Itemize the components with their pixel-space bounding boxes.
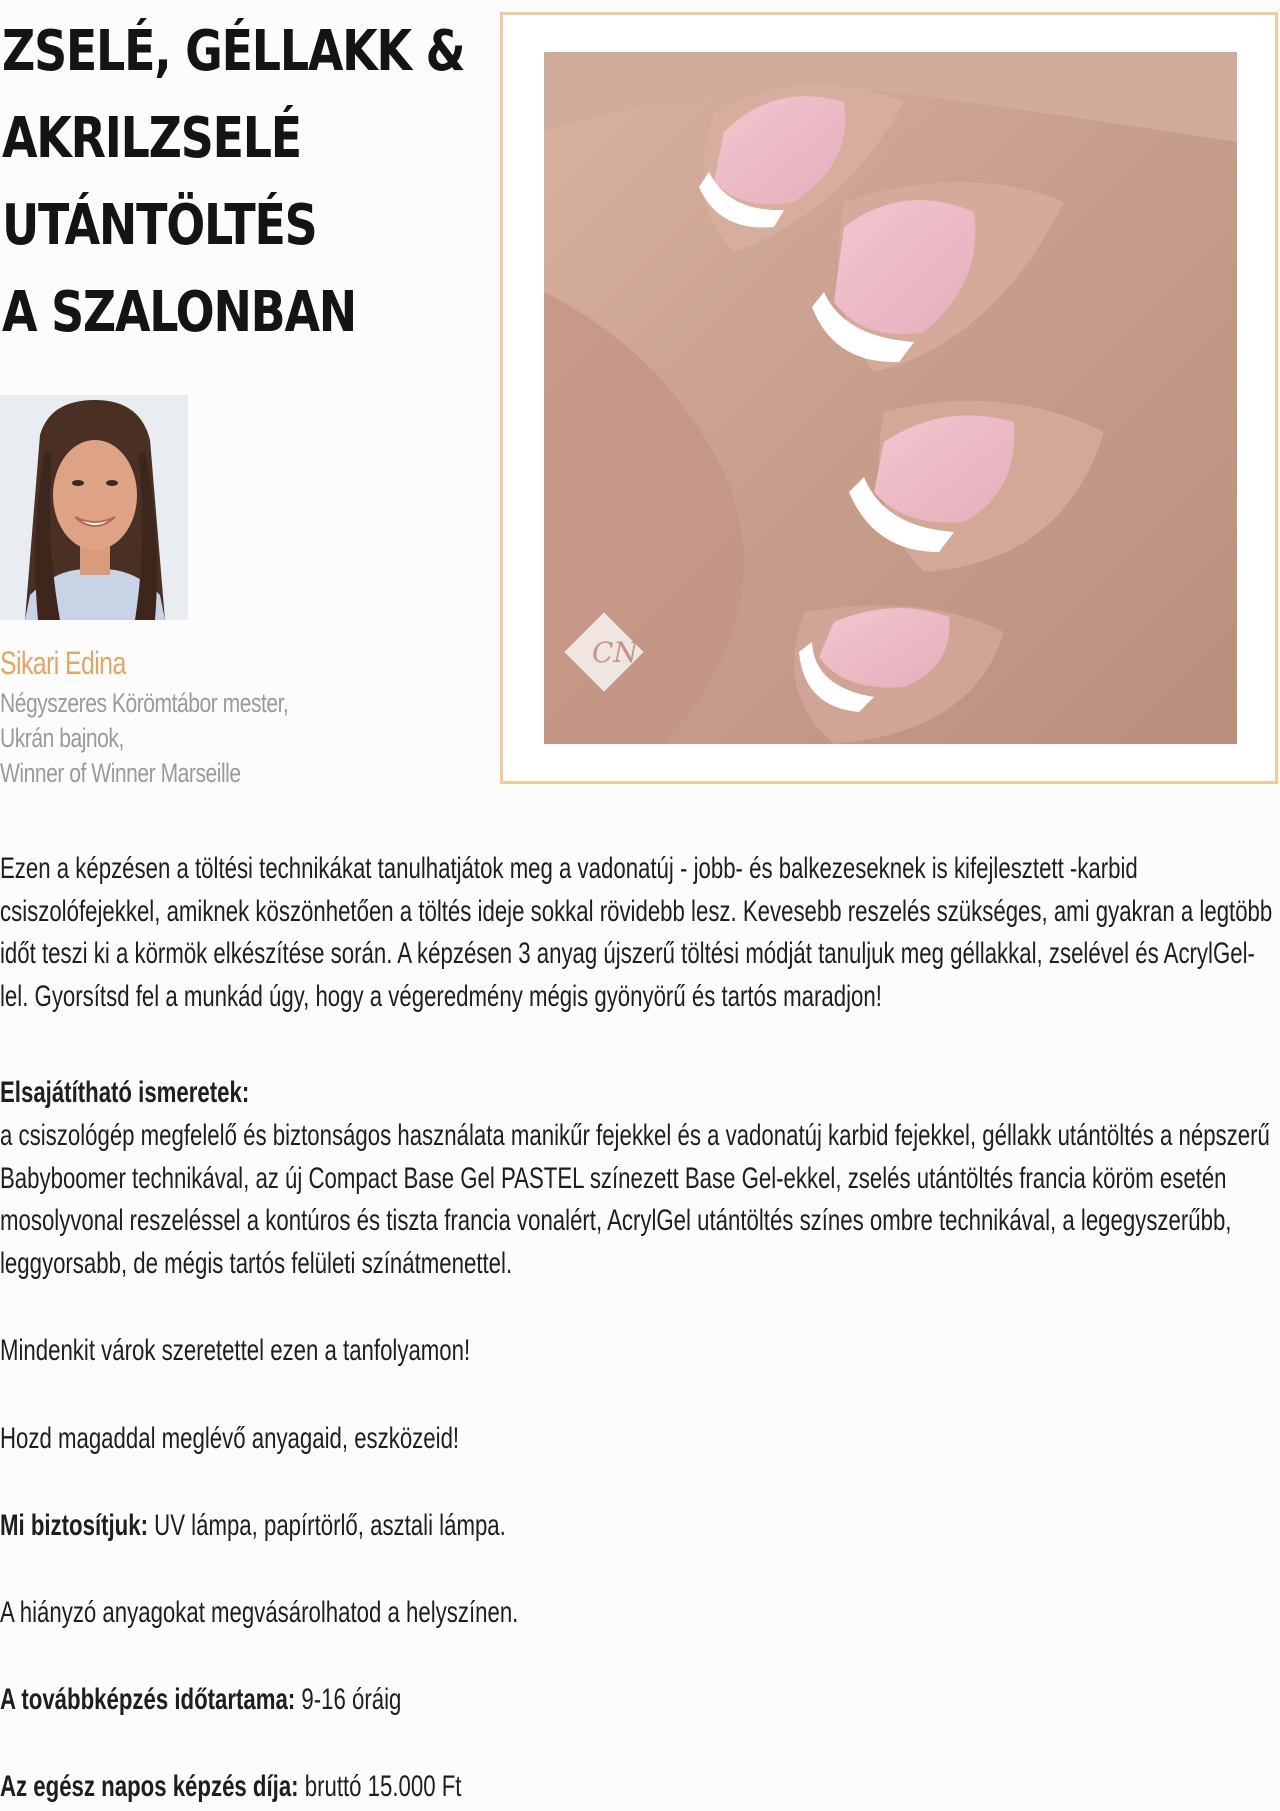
instructor-title: Négyszeres Körömtábor mester, [0, 688, 289, 718]
knowledge-heading [0, 1072, 1278, 1115]
fee-label: Az egész napos képzés díja: [0, 1770, 299, 1803]
page-title [2, 8, 472, 356]
duration-value: 9-16 óráig [301, 1683, 402, 1716]
instructor-name: Sikari Edina [0, 645, 126, 681]
fee-value: bruttó 15.000 Ft [304, 1770, 462, 1803]
nail-photo [544, 52, 1237, 744]
provided-value: UV lámpa, papírtörlő, asztali lámpa. [154, 1509, 506, 1542]
fee-line [0, 1770, 461, 1804]
title-line: ZSELÉ, GÉLLAKK & [2, 19, 465, 84]
title-line: UTÁNTÖLTÉS [2, 193, 317, 258]
intro-paragraph [0, 848, 1278, 1018]
instructor-portrait [0, 395, 188, 620]
knowledge-paragraph [0, 1115, 1278, 1285]
provided-line [0, 1509, 506, 1543]
knowledge-heading-text: Elsajátítható ismeretek: [0, 1076, 250, 1109]
instructor-title: Ukrán bajnok, [0, 723, 124, 753]
bring-line: Hozd magaddal meglévő anyagaid, eszközeid! [0, 1422, 460, 1455]
provided-label: Mi biztosítjuk: [0, 1509, 148, 1542]
svg-text:CN: CN [592, 636, 638, 669]
title-line: AKRILZSELÉ [2, 106, 301, 171]
knowledge-text: a csiszológép megfelelő és biztonságos használata manikűr fejekkel és a vadonatúj karbid fejekkel, géllakk utántöltés a népszerű Babyboomer technikával, az új Compact Base Gel PASTEL színezett Base Gel-ekkel, zselés utántöltés francia köröm esetén mosolyvonal reszeléssel a kontúros és tiszta francia vonalért, AcrylGel utántöltés színes ombre technikával, a legegyszerűbb, leggyorsabb, de mégis tartós felületi színátmenettel. [0, 1119, 1270, 1280]
welcome-line: Mindenkit várok szeretettel ezen a tanfolyamon! [0, 1334, 471, 1367]
duration-label: A továbbképzés időtartama: [0, 1683, 296, 1716]
title-line: A SZALONBAN [2, 280, 356, 345]
intro-text: Ezen a képzésen a töltési technikákat tanulhatjátok meg a vadonatúj - jobb- és balkezeseknek is kifejlesztett -karbid csiszolófejekkel, amiknek köszönhetően a töltés ideje sokkal rövidebb lesz. Kevesebb reszelés szükséges, ami gyakran a legtöbb időt teszi ki a körmök elkészítése során. A képzésen 3 anyag újszerű töltési módját tanuljuk meg géllakkal, zselével és AcrylGel-lel. Gyorsítsd fel a munkád úgy, hogy a végeredmény mégis gyönyörű és tartós maradjon! [0, 852, 1273, 1013]
instructor-title: Winner of Winner Marseille [0, 758, 241, 788]
duration-line [0, 1683, 401, 1717]
missing-line: A hiányzó anyagokat megvásárolhatod a helyszínen. [0, 1596, 519, 1629]
